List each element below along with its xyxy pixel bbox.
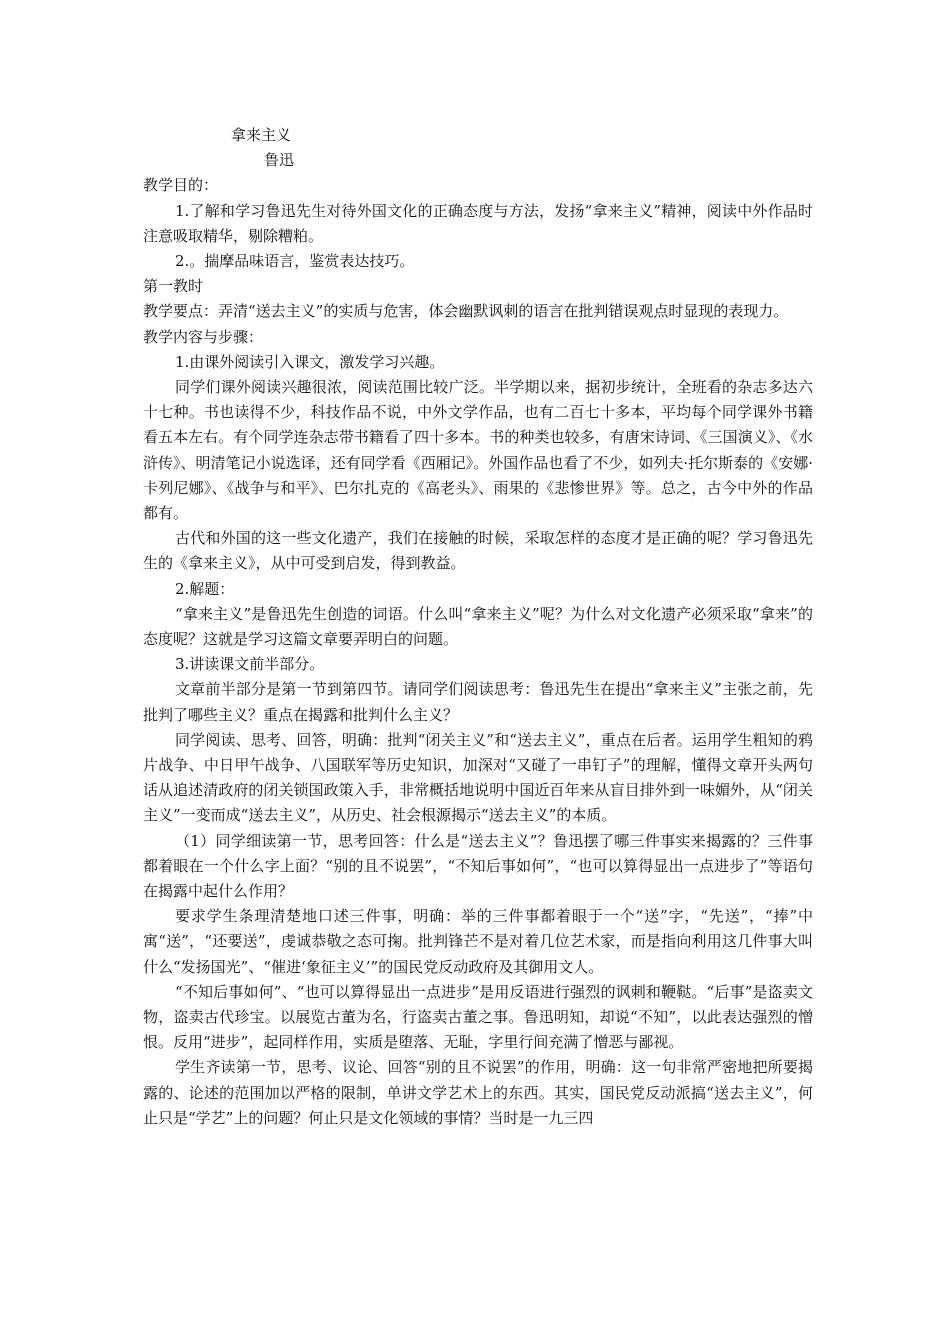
paragraph-9: 学生齐读第一节，思考、议论、回答“别的且不说罢”的作用，明确：这一句非常严密地把所要揭露的、论述的范围加以严格的限制，单讲文学艺术上的东西。其实，国民党反动派搞“送去主义”，何止只是“学艺”上的问题？何止只是文化领域的事情？当时是一九三四 xyxy=(143,1058,813,1127)
step-3: 3.讲读课文前半部分。 xyxy=(175,655,325,674)
paragraph-2: 古代和外国的这一些文化遗产，我们在接触的时候，采取怎样的态度才是正确的呢？学习鲁迅先生的《拿来主义》，从中可受到启发，得到教益。 xyxy=(143,529,813,573)
paragraph-5: 同学阅读、思考、回答，明确：批判“闭关主义”和“送去主义”，重点在后者。运用学生粗知的鸦片战争、中日甲午战争、八国联军等历史知识，加深对“又碰了一串钉子”的理解，懂得文章开头两句话从追述清政府的闭关锁国政策入手，非常概括地说明中国近百年来从盲目排外到一味媚外，从“闭关主义”一变而成“送去主义”，从历史、社会根源揭示“送去主义”的本质。 xyxy=(143,730,813,825)
paragraph-7: 要求学生条理清楚地口述三件事，明确：举的三件事都着眼于一个“送”字，“先送”，“捧”中寓“送”，“还要送”，虔诚恭敬之态可掬。批判锋芒不是对着几位艺术家，而是指向利用这几件事大叫什么“发扬国光”、“催进‘象征主义’”的国民党反动政府及其御用文人。 xyxy=(143,907,813,976)
objective-2: 2.。揣摩品味语言，鉴赏表达技巧。 xyxy=(175,251,415,270)
content-heading: 教学内容与步骤： xyxy=(143,327,264,346)
step-1: 1.由课外阅读引入课文，激发学习兴趣。 xyxy=(175,352,445,371)
objectives-heading: 教学目的： xyxy=(143,176,219,195)
document-title: 拿来主义 xyxy=(231,126,292,144)
lesson-heading: 第一教时 xyxy=(143,277,204,296)
document-author: 鲁迅 xyxy=(264,151,295,170)
paragraph-4: 文章前半部分是第一节到第四节。请同学们阅读思考：鲁迅先生在提出“拿来主义”主张之前，先批判了哪些主义？重点在揭露和批判什么主义？ xyxy=(143,680,813,724)
paragraph-8: “不知后事如何”、“也可以算得显出一点进步”是用反语进行强烈的讽刺和鞭鞑。“后事”是盗卖文物，盗卖古代珍宝。以展览古董为名，行盗卖古董之事。鲁迅明知，却说“不知”，以此表达强烈的憎恨。反用“进步”，起同样作用，实质是堕落、无耻，字里行间充满了憎恶与鄙视。 xyxy=(143,982,813,1052)
step-2: 2.解题： xyxy=(175,579,235,598)
paragraph-6: （1）同学细读第一节，思考回答：什么是“送去主义”？鲁迅摆了哪三件事实来揭露的？三件事都着眼在一个什么字上面？“别的且不说罢”，“不知后事如何”，“也可以算得显出一点进步了”等语句在揭露中起什么作用？ xyxy=(143,831,813,901)
document-page xyxy=(143,123,813,1131)
key-points: 教学要点：弄清“送去主义”的实质与危害，体会幽默讽刺的语言在批判错误观点时显现的表现力。 xyxy=(143,302,789,321)
objective-1: 1.了解和学习鲁迅先生对待外国文化的正确态度与方法，发扬“拿来主义”精神，阅读中外作品时注意吸取精华，剔除糟粕。 xyxy=(143,201,813,245)
paragraph-1: 同学们课外阅读兴趣很浓，阅读范围比较广泛。半学期以来，据初步统计，全班看的杂志多达六十七种。书也读得不少，科技作品不说，中外文学作品，也有二百七十多本，平均每个同学课外书籍看五本左右。有个同学连杂志带书籍看了四十多本。书的种类也较多，有唐宋诗词、《三国演义》、《水浒传》、明清笔记小说选译，还有同学看《西厢记》。外国作品也看了不少，如列夫·托尔斯泰的《安娜·卡列尼娜》、《战争与和平》、巴尔扎克的《高老头》、雨果的《悲惨世界》等。总之，古今中外的作品都有。 xyxy=(143,377,813,522)
paragraph-3: “拿来主义”是鲁迅先生创造的词语。什么叫“拿来主义”呢？为什么对文化遗产必须采取“拿来”的态度呢？这就是学习这篇文章要弄明白的问题。 xyxy=(143,604,813,648)
